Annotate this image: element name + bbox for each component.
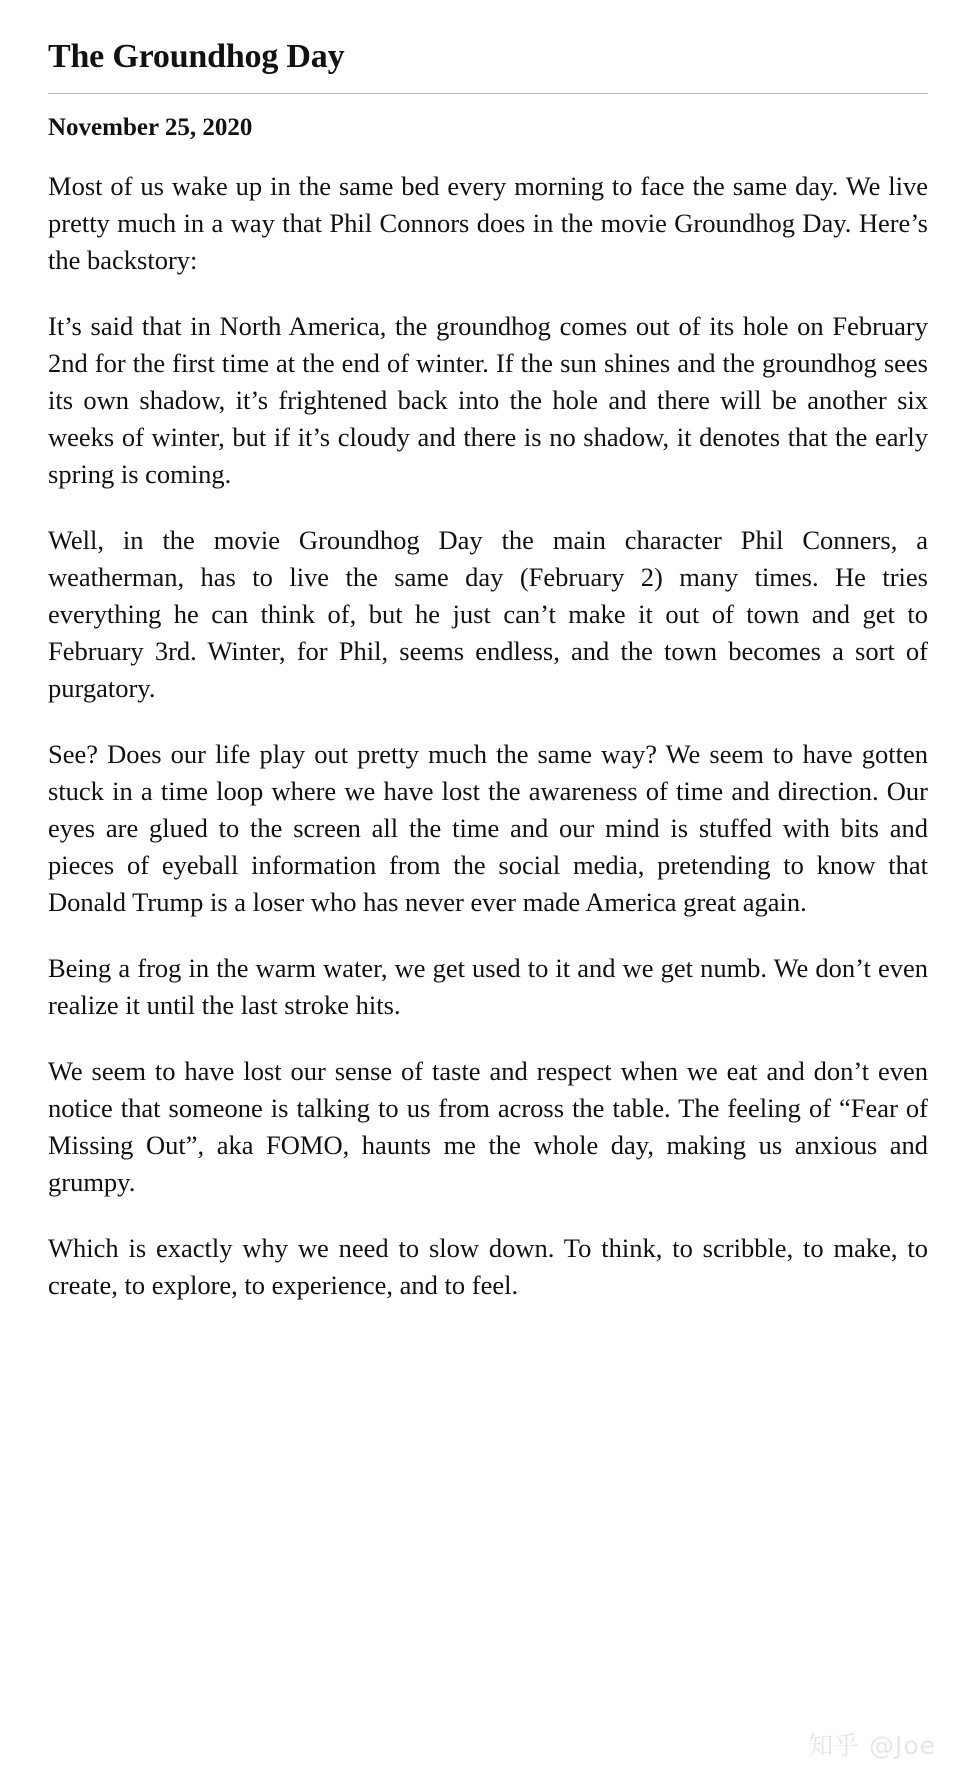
- page-title: The Groundhog Day: [48, 38, 345, 75]
- publication-date: November 25, 2020: [48, 113, 253, 141]
- body-paragraph: Most of us wake up in the same bed every morning to face the same day. We live pretty much in a way that Phil Connors does in the movie Groundhog Day. Here’s the backstory:: [48, 170, 928, 275]
- body-paragraph: It’s said that in North America, the groundhog comes out of its hole on February 2nd for the first time at the end of winter. If the sun shines and the groundhog sees its own shadow, it’s frightened back into the hole and there will be another six weeks of winter, but if it’s cloudy and there is no shadow, it denotes that the early spring is coming.: [48, 310, 928, 489]
- body-paragraph: Which is exactly why we need to slow down. To think, to scribble, to make, to create, to explore, to experience, and to feel.: [48, 1232, 928, 1300]
- body-paragraph: Being a frog in the warm water, we get used to it and we get numb. We don’t even realize it until the last stroke hits.: [48, 952, 928, 1020]
- body-paragraph: We seem to have lost our sense of taste and respect when we eat and don’t even notice that someone is talking to us from across the table. The feeling of “Fear of Missing Out”, aka FOMO, haunts me the whole day, making us anxious and grumpy.: [48, 1055, 928, 1197]
- title-divider: [48, 93, 928, 94]
- article-body: [48, 168, 928, 1304]
- body-paragraph: See? Does our life play out pretty much the same way? We seem to have gotten stuck in a time loop where we have lost the awareness of time and direction. Our eyes are glued to the screen all the time and our mind is stuffed with bits and pieces of eyeball information from the social media, pretending to know that Donald Trump is a loser who has never ever made America great again.: [48, 738, 928, 917]
- zhihu-watermark: 知乎 @Joe: [808, 1731, 936, 1760]
- body-paragraph: Well, in the movie Groundhog Day the main character Phil Conners, a weatherman, has to live the same day (February 2) many times. He tries everything he can think of, but he just can’t make it out of town and get to February 3rd. Winter, for Phil, seems endless, and the town becomes a sort of purgatory.: [48, 524, 928, 703]
